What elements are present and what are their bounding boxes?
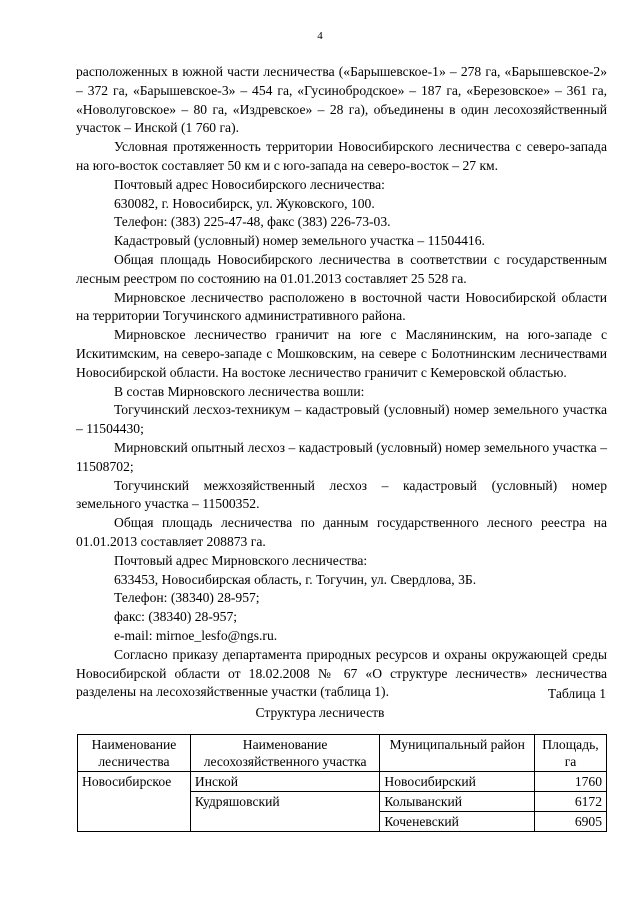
paragraph: Условная протяженность территории Новосибирского лесничества с северо-запада на юго-восток составляет 50 км и с юго-запада на северо-восток – 27 км. [76, 139, 607, 173]
table-caption: Таблица 1 [547, 686, 606, 701]
paragraph: В состав Мирновского лесничества вошли: [114, 383, 365, 399]
column-header: Муниципальный район [380, 735, 535, 772]
table-cell: Новосибирский [380, 772, 535, 792]
paragraph: Кадастровый (условный) номер земельного участка – 11504416. [114, 233, 485, 249]
paragraph: 633453, Новосибирская область, г. Тогучин, ул. Свердлова, 3Б. [114, 571, 477, 587]
paragraph: расположенных в южной части лесничества («Барышевское-1» – 278 га, «Барышевское-2» – 372 га, «Барышевское-3» – 454 га, «Гусинобродское» – 187 га, «Березовское» – 361 га, «Новолуговское» – 80 га, «Издревское» – 28 га), объединены в один лесохозяйственный участок – Инской (1 760 га). [76, 64, 607, 136]
table-title: Структура лесничеств [255, 705, 385, 720]
paragraph: Тогучинский межхозяйственный лесхоз – кадастровый (условный) номер земельного участка – 11500352. [76, 477, 607, 512]
table-row [78, 792, 607, 812]
column-header: Наименование лесохозяйственного участка [190, 735, 380, 772]
paragraph: Телефон: (38340) 28-957; [114, 590, 260, 606]
table-row [78, 812, 607, 832]
table-row [78, 772, 607, 792]
paragraph: e-mail: mirnoe_lesfo@ngs.ru. [114, 627, 278, 643]
paragraph: Мирновское лесничество граничит на юге с Маслянинским, на юго-западе с Искитимским, на северо-западе с Мошковским, на севере с Болотнинским лесничествами Новосибирской области. На востоке лесничество граничит с Кемеровской областью. [76, 327, 607, 380]
paragraph: Телефон: (383) 225-47-48, факс (383) 226-73-03. [114, 214, 391, 230]
table-cell: Новосибирское [78, 772, 191, 792]
table-cell: 6905 [535, 812, 607, 832]
paragraph: факс: (38340) 28-957; [114, 609, 238, 625]
table-cell [190, 812, 380, 832]
table-header-row [78, 735, 607, 772]
paragraph: Почтовый адрес Новосибирского лесничества: [114, 176, 385, 192]
table-cell: Колыванский [380, 792, 535, 812]
table-cell: Коченевский [380, 812, 535, 832]
paragraph: Общая площадь лесничества по данным государственного лесного реестра на 01.01.2013 составляет 208873 га. [76, 515, 607, 549]
paragraph: 630082, г. Новосибирск, ул. Жуковского, 100. [114, 195, 375, 211]
paragraph: Согласно приказу департамента природных ресурсов и охраны окружающей среды Новосибирской области от 18.02.2008 № 67 «О структуре лесничеств» лесничества разделены на лесохозяйственные участки (таблица 1). [76, 646, 607, 700]
table-cell [78, 792, 191, 812]
table-cell [78, 812, 191, 832]
paragraph: Мирновский опытный лесхоз – кадастровый (условный) номер земельного участка – 11508702; [76, 439, 607, 474]
paragraph: Почтовый адрес Мирновского лесничества: [114, 552, 368, 568]
table-cell: Кудряшовский [190, 792, 380, 812]
paragraph: Общая площадь Новосибирского лесничества в соответствии с государственным лесным реестром по состоянию на 01.01.2013 составляет 25 528 га. [76, 251, 607, 286]
table-cell: 6172 [535, 792, 607, 812]
table-cell: 1760 [535, 772, 607, 792]
table-cell: Инской [190, 772, 380, 792]
column-header: Наименование лесничества [78, 735, 191, 772]
body-text [76, 63, 607, 702]
forestry-structure-table [77, 734, 607, 832]
column-header: Площадь, га [535, 735, 607, 772]
page-number: 4 [317, 30, 323, 42]
paragraph: Мирновское лесничество расположено в восточной части Новосибирской области на территории Тогучинского административного района. [76, 289, 607, 324]
paragraph: Тогучинский лесхоз-техникум – кадастровый (условный) номер земельного участка – 11504430; [76, 402, 607, 437]
